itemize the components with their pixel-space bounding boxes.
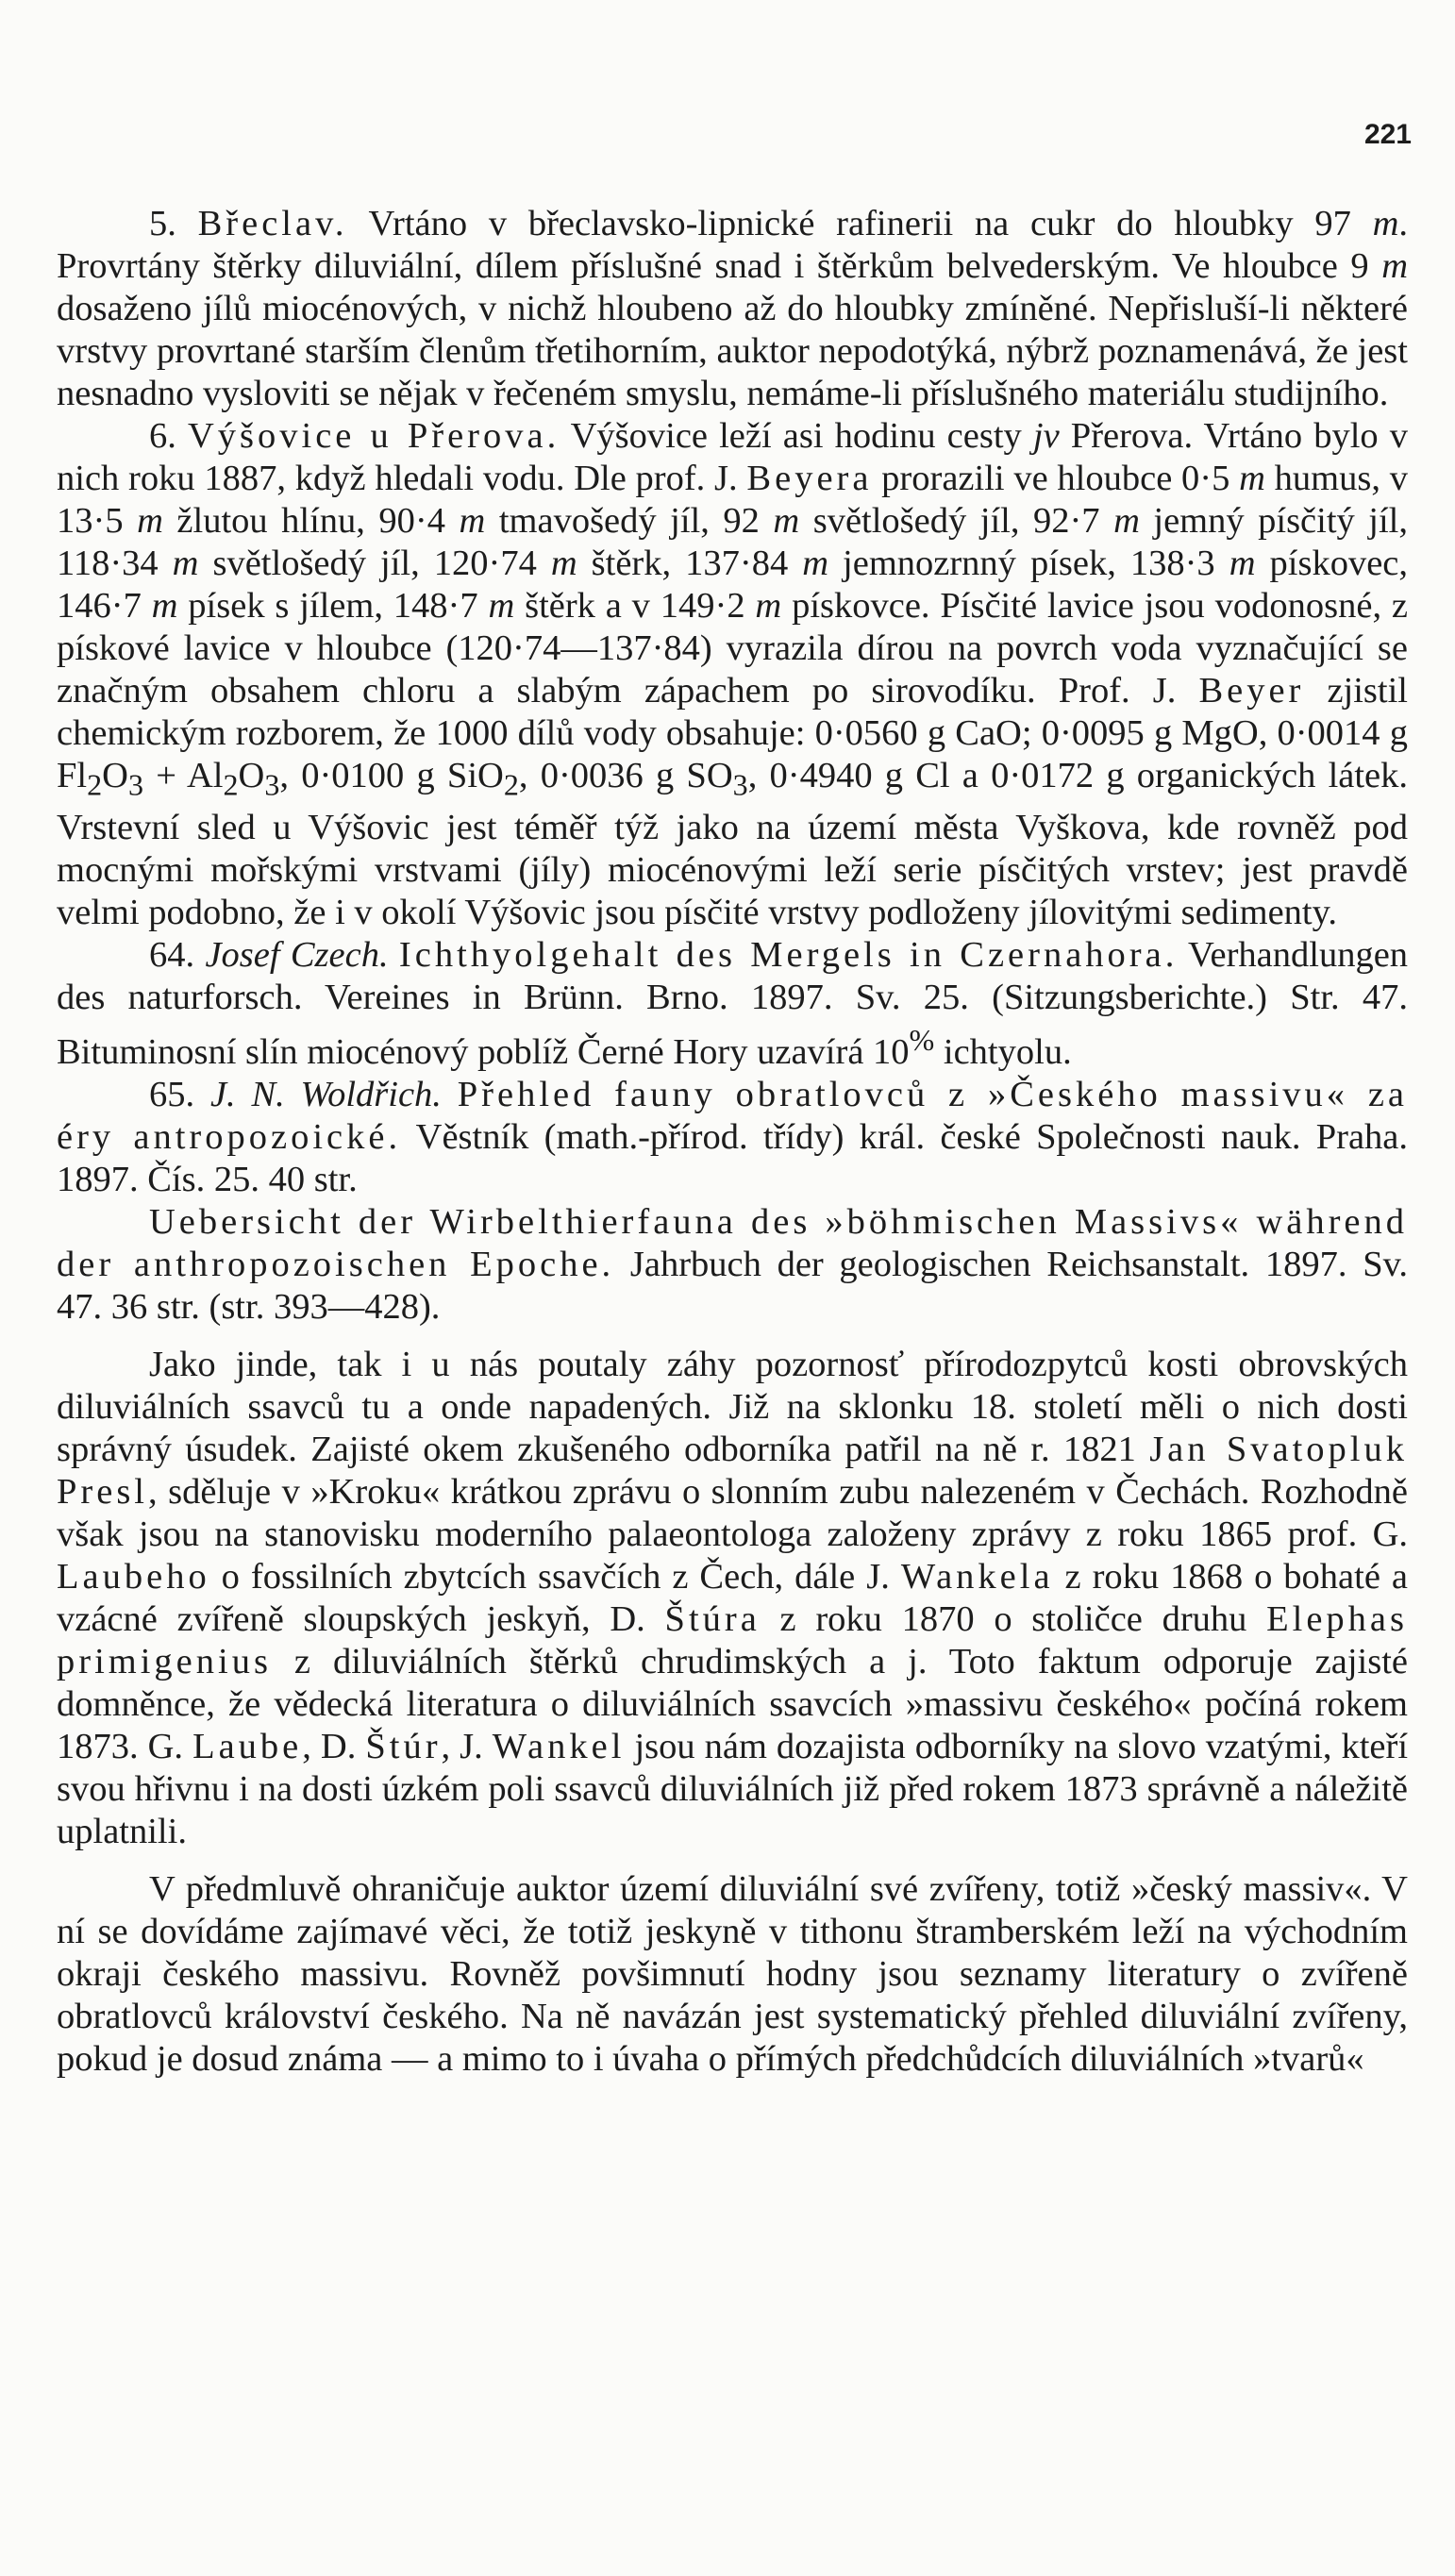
text-run: Verhandlungen des naturforsch. Vereines in Brünn. Brno. 1897. Sv. 25. (Sitzungsberichte.) Str. 47. Bituminosní slín miocénový poblíž Černé Hory uzavírá 10	[57, 934, 1409, 1072]
text-run: Přerova. Vrtáno bylo v nich roku 1887, když hledali vodu. Dle prof. J.	[57, 416, 1409, 498]
spaced-emphasis: Wankela	[900, 1556, 1054, 1597]
text-run	[442, 1075, 458, 1114]
text-run: pískovec, 146·7	[57, 544, 1408, 626]
text-run: zjistil chemickým rozborem, že 1000 dílů vody obsahuje: 0·0560 g CaO; 0·0095 g MgO, 0·0014 g Fl	[57, 671, 1408, 795]
paragraph-breclav	[57, 203, 1408, 415]
italic-text: m	[1229, 544, 1256, 583]
text-run: Výšovice leží asi hodinu cesty	[560, 416, 1033, 456]
text-run: 64.	[149, 934, 206, 975]
text-run: + Al	[143, 756, 224, 795]
italic-text: jv	[1032, 416, 1060, 456]
italic-text: m	[773, 501, 800, 541]
paragraph-review-intro	[57, 1344, 1408, 1853]
text-run: 5.	[149, 204, 198, 243]
text-run: světlošedý jíl, 120·74	[198, 544, 551, 583]
spaced-emphasis: Břeclav.	[197, 204, 348, 243]
text-run: 3	[732, 767, 748, 802]
text-run: , 0·0100 g SiO	[279, 756, 504, 795]
text-run: 2	[223, 767, 239, 802]
text-run: , 0·4940 g Cl a 0·0172 g organických látek. Vrstevní sled u Výšovic jest téměř týž jako na území města Vyškova, kde rovněž pod mocnými mořskými vrstvami (jíly) miocénovými leží serie písčitých vrstev; jest pravdě velmi podobno, že i v okolí Výšovic jsou písčité vrstvy podloženy jílovitými sedimenty.	[57, 756, 1409, 932]
italic-text: Josef Czech.	[205, 934, 389, 975]
italic-text: J. N. Woldřich.	[209, 1074, 442, 1114]
text-run: 3	[264, 767, 280, 802]
text-run: jemný písčitý jíl, 118·34	[57, 501, 1409, 583]
text-run: humus, v 13·5	[57, 459, 1408, 541]
spaced-emphasis: Uebersicht der Wirbelthierfauna des »böhmischen Massivs« während der anthropozoischen Epoche.	[57, 1201, 1408, 1284]
page-body	[57, 203, 1408, 2081]
spaced-emphasis: Beyer	[1198, 671, 1305, 711]
text-run: pískovce. Písčité lavice jsou vodonosné, z pískové lavice v hloubce (120·74—137·84) vyrazila dírou na povrch voda vyznačující se značným obsahem chloru a slabým zápachem po sirovodíku. Prof. J.	[57, 586, 1408, 711]
paragraph-entry-65-german-title	[57, 1201, 1408, 1329]
text-run: štěrk, 137·84	[577, 544, 803, 583]
text-run: 2	[87, 767, 103, 802]
italic-text: m	[802, 544, 829, 583]
text-run: dosaženo jílů miocénových, v nichž hloubeno až do hloubky zmíněné. Nepřisluší-li některé vrstvy provrtané starším členům třetihorním, auktor nepodotýká, nýbrž poznamenává, že jest nesnadno vysloviti se nějak v řečeném smyslu, nemáme-li příslušného materiálu studijního.	[57, 289, 1408, 413]
text-run: o fossilních zbytcích ssavčích z Čech, dále J.	[209, 1556, 901, 1597]
text-run: 65.	[149, 1074, 210, 1114]
spaced-emphasis: Elephas primigenius	[57, 1598, 1408, 1681]
italic-text: m	[550, 544, 577, 583]
text-run: ichtyolu.	[934, 1031, 1072, 1072]
text-run: z diluviálních štěrků chrudimských a j. Toto faktum odporuje zajisté domněnce, že vědecká literatura o diluviálních ssavcích »massivu českého« počíná rokem 1873. G.	[57, 1641, 1408, 1766]
text-run: , J.	[441, 1726, 493, 1766]
italic-text: m	[137, 501, 163, 541]
italic-text: m	[1239, 459, 1265, 498]
text-run: žlutou hlínu, 90·4	[162, 501, 460, 541]
text-run: prorazili ve hloubce 0·5	[872, 459, 1240, 498]
text-run: z roku 1868 o bohaté a vzácné zvířeně sloupských jeskyň, D.	[57, 1556, 1408, 1639]
text-run: Jahrbuch der geologischen Reichsanstalt. 1897. Sv. 47. 36 str. (str. 393—428).	[57, 1244, 1408, 1327]
paragraph-vysovice	[57, 415, 1408, 934]
spaced-emphasis: Wankel	[492, 1726, 626, 1766]
paragraph-review-preface	[57, 1868, 1408, 2081]
paragraph-entry-65	[57, 1074, 1408, 1201]
paragraph-entry-64	[57, 934, 1408, 1074]
text-run: , sděluje v »Kroku« krátkou zprávu o slonním zubu nalezeném v Čechách. Rozhodně však jsou na stanovisku moderního palaeontologa založeny zprávy z roku 1865 prof. G.	[57, 1471, 1408, 1554]
text-run: jemnozrnný písek, 138·3	[828, 544, 1229, 583]
text-run: Vrtáno v břeclavsko-lipnické rafinerii na cukr do hloubky 97	[347, 204, 1373, 243]
text-run: 6.	[149, 416, 188, 456]
italic-text: m	[151, 586, 178, 626]
text-run: %	[909, 1022, 935, 1057]
spaced-emphasis: Laube	[192, 1726, 303, 1766]
italic-text: m	[459, 501, 486, 541]
spaced-emphasis: Výšovice u Přerova.	[187, 416, 560, 456]
page-number: 221	[1363, 119, 1412, 150]
text-run: 2	[503, 767, 519, 802]
italic-text: m	[1372, 204, 1399, 243]
text-run: Jako jinde, tak i u nás poutaly záhy pozornosť přírodozpytců kosti obrovských diluviálních ssavců tu a onde napadených. Již na sklonku 18. století měli o nich dosti správný úsudek. Zajisté okem zkušeného odborníka patřil na ně r. 1821	[57, 1344, 1408, 1469]
text-run: štěrk a v 149·2	[514, 586, 756, 626]
italic-text: m	[1113, 501, 1140, 541]
text-run: . Provrtány štěrky diluviální, dílem příslušné snad i štěrkům belvederským. Ve hloubce 9	[57, 204, 1408, 286]
italic-text: m	[172, 544, 199, 583]
text-run: písek s jílem, 148·7	[177, 586, 489, 626]
text-run: V předmluvě ohraničuje auktor území diluviální své zvířeny, totiž »český massiv«. V ní se dovídáme zajímavé věci, že totiž jeskyně v tithonu štramberském leží na východním okraji českého massivu. Rovněž povšimnutí hodny jsou seznamy literatury o zvířeně obratlovců království českého. Na ně navázán jest systematický přehled diluviální zvířeny, pokud je dosud známa — a mimo to i úvaha o přímých předchůdcích diluviálních »tvarů«	[57, 1868, 1408, 2079]
spaced-emphasis: Jan Svatopluk Presl	[57, 1429, 1408, 1512]
text-run: jsou nám dozajista odborníky na slovo vzatými, kteří svou hřivnu i na dosti úzkém poli ssavců diluviálních již před rokem 1873 správně a náležitě uplatnili.	[57, 1726, 1409, 1851]
spaced-emphasis: Laubeho	[57, 1556, 210, 1597]
text-run: O	[102, 756, 128, 795]
spaced-emphasis: Štúra	[664, 1598, 761, 1639]
text-run	[389, 935, 399, 975]
text-run: , 0·0036 g SO	[518, 756, 733, 795]
spaced-emphasis: Ichthyolgehalt des Mergels in Czernahora.	[398, 934, 1179, 975]
text-run: , D.	[302, 1726, 366, 1766]
spaced-emphasis: Beyera	[746, 459, 873, 498]
spaced-emphasis: Štúr	[365, 1726, 442, 1766]
text-run: 3	[127, 767, 144, 802]
italic-text: m	[488, 586, 515, 626]
text-run: světlošedý jíl, 92·7	[799, 501, 1114, 541]
spaced-emphasis: Přehled fauny obratlovců z »Českého massivu« za éry antropozoické.	[57, 1074, 1409, 1157]
text-run: Věstník (math.-přírod. třídy) král. české Společnosti nauk. Praha. 1897. Čís. 25. 40 str.	[57, 1116, 1408, 1199]
text-run: z roku 1870 o stoličce druhu	[760, 1598, 1267, 1639]
text-run: tmavošedý jíl, 92	[485, 501, 774, 541]
italic-text: m	[1381, 246, 1408, 286]
italic-text: m	[755, 586, 782, 626]
text-run: O	[238, 756, 265, 795]
